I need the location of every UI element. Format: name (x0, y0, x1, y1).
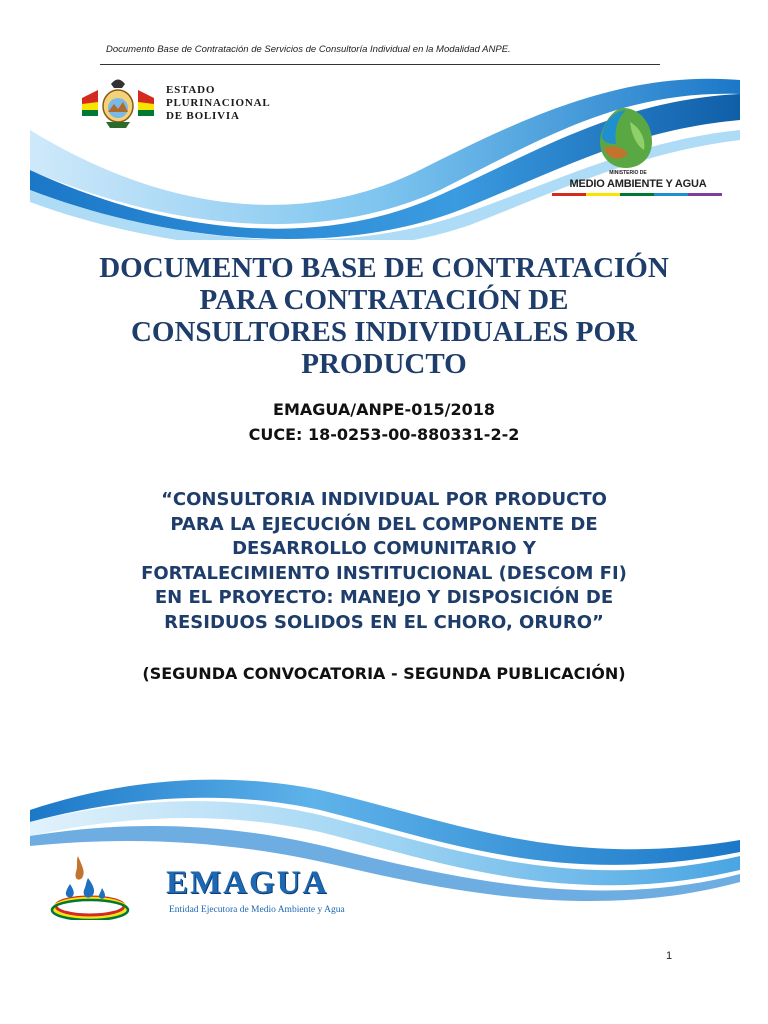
description-line-2: PARA LA EJECUCIÓN DEL COMPONENTE DE (170, 513, 598, 535)
consultancy-description (90, 488, 678, 635)
title-line-3: CONSULTORES INDIVIDUALES POR (130, 316, 638, 348)
ministerio-color-stripe (552, 193, 722, 196)
title-line-2: PARA CONTRATACIÓN DE (199, 284, 569, 316)
ministerio-logo-icon (594, 104, 660, 174)
description-line-1: “CONSULTORIA INDIVIDUAL POR PRODUCTO (161, 489, 607, 510)
document-title (90, 252, 678, 380)
ministerio-name-label: MEDIO AMBIENTE Y AGUA (569, 178, 707, 190)
emagua-wordmark: EMAGUA (166, 865, 329, 901)
estado-line-3: DE BOLIVIA (166, 110, 240, 122)
estado-line-2: PLURINACIONAL (166, 97, 271, 109)
estado-plurinacional-label (166, 84, 271, 123)
ministerio-small-label: MINISTERIO DE (609, 170, 647, 176)
title-line-4: PRODUCTO (301, 348, 467, 380)
emagua-tagline: Entidad Ejecutora de Medio Ambiente y Agua (169, 905, 345, 915)
title-line-1: DOCUMENTO BASE DE CONTRATACIÓN (99, 252, 669, 284)
cuce-code: CUCE: 18-0253-00-880331-2-2 (248, 425, 520, 444)
description-line-5: EN EL PROYECTO: MANEJO Y DISPOSICIÓN DE (154, 587, 614, 608)
description-line-3: DESARROLLO COMUNITARIO Y (232, 538, 536, 559)
emagua-logo-icon (48, 848, 158, 920)
page-number: 1 (666, 950, 673, 962)
running-header: Documento Base de Contratación de Servicios de Consultoría Individual en la Modalidad ANPE. (106, 44, 511, 55)
convocatoria-label: (SEGUNDA CONVOCATORIA - SEGUNDA PUBLICACIÓN) (142, 664, 626, 683)
description-line-4: FORTALECIMIENTO INSTITUCIONAL (DESCOM FI) (141, 562, 627, 584)
bolivia-coat-of-arms-icon (78, 76, 158, 130)
description-line-6: RESIDUOS SOLIDOS EN EL CHORO, ORURO” (164, 611, 604, 633)
process-code: EMAGUA/ANPE-015/2018 (273, 400, 495, 419)
estado-line-1: ESTADO (166, 84, 216, 96)
